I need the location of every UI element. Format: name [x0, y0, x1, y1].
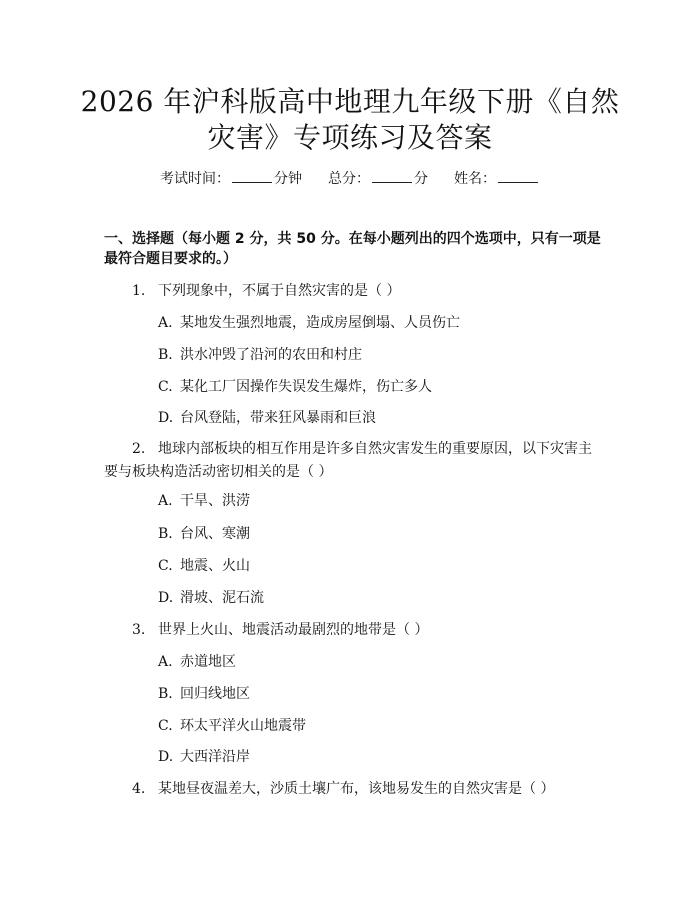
question-text: 地球内部板块的相互作用是许多自然灾害发生的重要原因，以下灾害主要与板块构造活动密切相关的是（ ） [104, 441, 592, 480]
document-title: 2026 年沪科版高中地理九年级下册《自然灾害》专项练习及答案 [80, 85, 620, 154]
option-text: 回归线地区 [180, 686, 250, 702]
option-text: 环太平洋火山地震带 [180, 718, 306, 734]
score-label: 总分： [328, 171, 370, 187]
option-text: 赤道地区 [180, 654, 236, 670]
option-text: 干旱、洪涝 [180, 493, 250, 509]
q1-option-a [158, 313, 460, 333]
question-text: 世界上火山、地震活动最剧烈的地带是（ ） [158, 622, 429, 638]
option-letter: A. [158, 315, 173, 331]
option-text: 台风、寒潮 [180, 526, 250, 542]
q1-option-d [158, 408, 376, 428]
option-letter: C. [158, 718, 173, 734]
option-letter: B. [158, 526, 173, 542]
section-heading: 一、选择题（每小题 2 分，共 50 分。在每小题列出的四个选项中，只有一项是最符合题目要求的。） [104, 231, 601, 267]
option-text: 大西洋沿岸 [180, 749, 250, 765]
score-unit: 分 [414, 171, 428, 187]
question-number: 4. [132, 781, 146, 797]
option-text: 地震、火山 [180, 558, 250, 574]
q3-option-b [158, 684, 250, 704]
question-2 [104, 438, 604, 484]
option-text: 洪水冲毁了沿河的农田和村庄 [180, 347, 362, 363]
exam-meta-line [0, 168, 700, 189]
question-number: 3. [132, 622, 146, 638]
option-text: 某地发生强烈地震，造成房屋倒塌、人员伤亡 [180, 315, 460, 331]
q1-option-b [158, 345, 362, 365]
q3-option-a [158, 652, 236, 672]
option-letter: C. [158, 379, 173, 395]
option-letter: D. [158, 590, 174, 606]
q2-option-c [158, 556, 250, 576]
q3-option-d [158, 747, 250, 767]
question-1 [132, 281, 400, 301]
question-text: 下列现象中，不属于自然灾害的是（ ） [158, 283, 401, 299]
time-unit: 分钟 [274, 171, 302, 187]
option-text: 滑坡、泥石流 [180, 590, 264, 606]
question-number: 2. [132, 441, 146, 457]
q2-option-b [158, 524, 250, 544]
q3-option-c [158, 716, 306, 736]
question-text: 某地昼夜温差大，沙质土壤广布，该地易发生的自然灾害是（ ） [158, 781, 555, 797]
name-label: 姓名： [454, 171, 496, 187]
question-4 [132, 779, 554, 799]
option-letter: B. [158, 686, 173, 702]
q2-option-a [158, 491, 250, 511]
question-number: 1. [132, 283, 146, 299]
option-letter: A. [158, 654, 173, 670]
option-letter: D. [158, 749, 174, 765]
option-letter: C. [158, 558, 173, 574]
time-label: 考试时间： [160, 171, 230, 187]
time-blank [232, 168, 272, 183]
option-letter: B. [158, 347, 173, 363]
option-letter: D. [158, 410, 174, 426]
option-text: 台风登陆，带来狂风暴雨和巨浪 [180, 410, 376, 426]
name-blank [498, 168, 538, 183]
question-3 [132, 620, 428, 640]
q2-option-d [158, 588, 264, 608]
score-blank [372, 168, 412, 183]
option-text: 某化工厂因操作失误发生爆炸，伤亡多人 [180, 379, 432, 395]
q1-option-c [158, 377, 432, 397]
option-letter: A. [158, 493, 173, 509]
